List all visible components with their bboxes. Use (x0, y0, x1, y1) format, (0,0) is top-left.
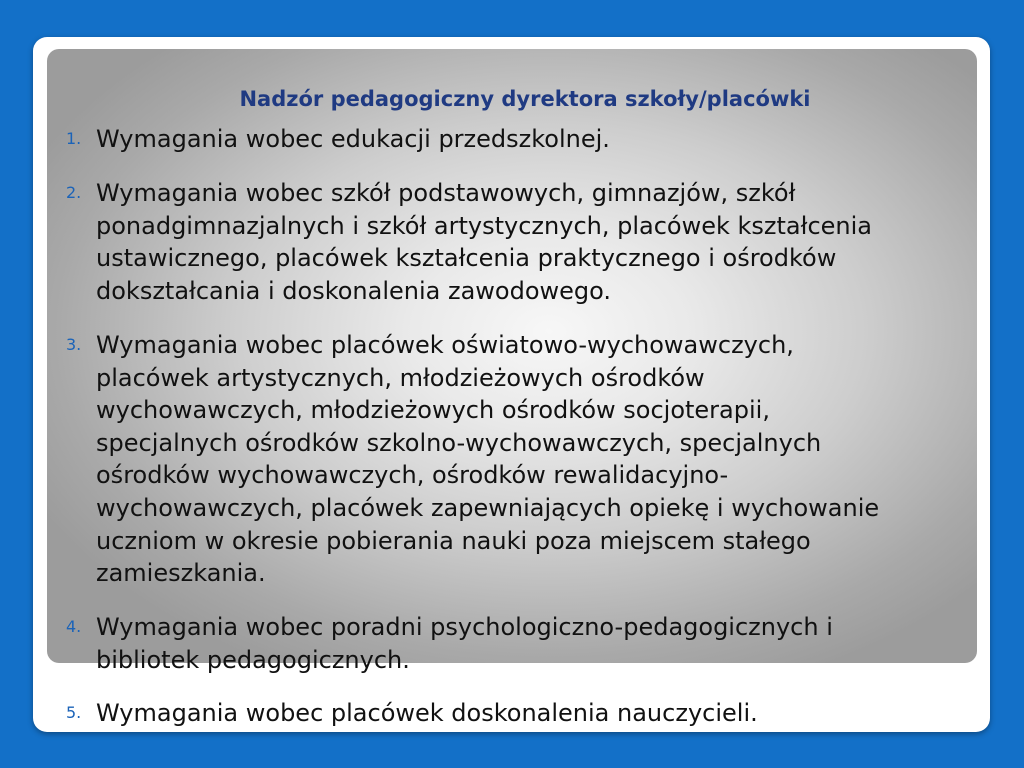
list-item (66, 697, 976, 730)
list-item-text: Wymagania wobec poradni psychologiczno-pedagogicznych i bibliotek pedagogicznych. (96, 613, 833, 674)
list-item (66, 611, 976, 676)
list-item (66, 329, 976, 590)
list-item-number: 1. (66, 129, 82, 148)
list-item-text: Wymagania wobec placówek oświatowo-wychowawczych, placówek artystycznych, młodzieżowych ośrodków wychowawczych, młodzieżowych ośrodków socjoterapii, specjalnych ośrodków szkolno-wychowawczych, specjalnych ośrodków wychowawczych, ośrodków rewalidacyjno- wychowawczych, placówek zapewniających opiekę i wychowanie uczniom w okresie pobierania nauki poza miejscem stałego zamieszkania. (96, 331, 880, 588)
list-item-number: 4. (66, 617, 82, 636)
list-item-text: Wymagania wobec szkół podstawowych, gimnazjów, szkół ponadgimnazjalnych i szkół artystycznych, placówek kształcenia ustawicznego, placówek kształcenia praktycznego i ośrodków dokształcania i doskonalenia zawodowego. (96, 179, 873, 305)
list-item-number: 5. (66, 703, 82, 722)
list-item-text: Wymagania wobec edukacji przedszkolnej. (96, 125, 610, 153)
list-item (66, 177, 976, 307)
list-item-number: 2. (66, 183, 82, 202)
list-item-number: 3. (66, 335, 82, 354)
list-item-text: Wymagania wobec placówek doskonalenia nauczycieli. (96, 699, 758, 727)
list-item (66, 123, 976, 156)
slide-title: Nadzór pedagogiczny dyrektora szkoły/placówki (239, 87, 811, 111)
